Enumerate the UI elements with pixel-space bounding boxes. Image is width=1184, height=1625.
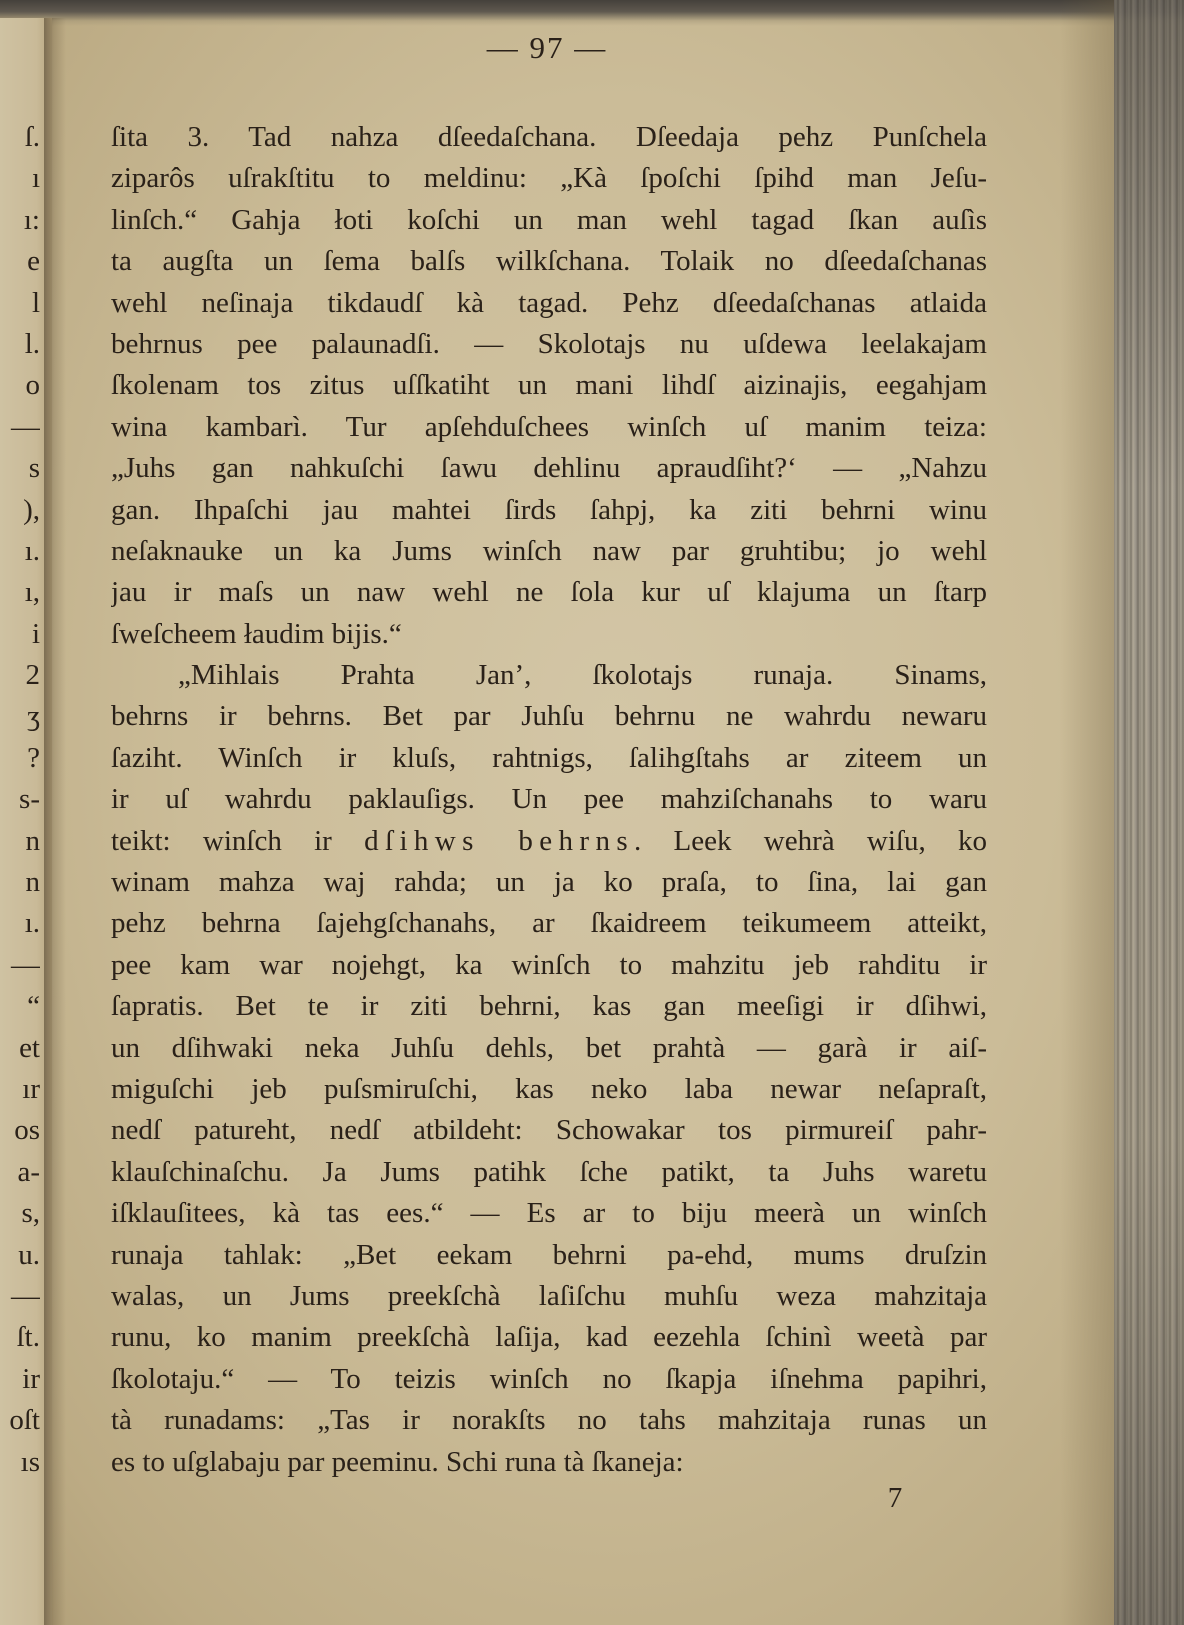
previous-page-fragment: oſt bbox=[9, 1404, 40, 1437]
text-line: runaja tahlak: „Bet eekam behrni pa-ehd, mums druſzin bbox=[111, 1238, 987, 1271]
line-text-after: . Leek wehrà wiſu, ko bbox=[634, 824, 987, 857]
text-line: ſweſcheem łaudim bijis.“ bbox=[111, 617, 402, 650]
previous-page-fragment: ʒ bbox=[27, 700, 40, 733]
text-line: miguſchi jeb puſsmiruſchi, kas neko laba newar neſapraſt, bbox=[111, 1072, 987, 1105]
previous-page-fragment: e bbox=[27, 245, 40, 278]
previous-page-fragment: — bbox=[11, 1279, 40, 1312]
text-line: behrnus pee palaunadſi. — Skolotajs nu uſdewa leelakajam bbox=[111, 327, 987, 360]
previous-page-fragment: ı. bbox=[24, 907, 40, 940]
text-line: wina kambarì. Tur apſehduſchees winſch uſ manim teiza: bbox=[111, 410, 987, 443]
previous-page-fragment: s- bbox=[19, 783, 40, 816]
gutter-crease bbox=[44, 18, 66, 1625]
text-line: neſaknauke un ka Jums winſch naw par gruhtibu; jo wehl bbox=[111, 534, 987, 567]
previous-page-fragment: “ bbox=[27, 990, 40, 1023]
previous-page-fragment: u. bbox=[18, 1238, 40, 1271]
previous-page-fragment: et bbox=[19, 1031, 40, 1064]
text-line: linſch.“ Gahja łoti koſchi un man wehl tagad ſkan auſìs bbox=[111, 203, 987, 236]
text-line: tà runadams: „Tas ir norakſts no tahs mahzitaja runas un bbox=[111, 1404, 987, 1437]
previous-page-fragment: ı: bbox=[23, 203, 40, 236]
text-line: „Mihlais Prahta Jan’, ſkolotajs runaja. Sinams, bbox=[178, 659, 987, 692]
text-line: ir uſ wahrdu paklauſigs. Un pee mahziſchanahs to waru bbox=[111, 783, 987, 816]
previous-page-fragment: i bbox=[31, 617, 40, 650]
text-line: ta augſta un ſema balſs wilkſchana. Tolaik no dſeedaſchanas bbox=[111, 245, 987, 278]
previous-page-fragment: ı, bbox=[24, 576, 40, 609]
text-line: jau ir maſs un naw wehl ne ſola kur uſ klajuma un ſtarp bbox=[111, 576, 987, 609]
previous-page-fragment: ı bbox=[31, 162, 40, 195]
previous-page-fragment: — bbox=[11, 410, 40, 443]
text-line: klauſchinaſchu. Ja Jums patihk ſche patikt, ta Juhs waretu bbox=[111, 1155, 987, 1188]
page-edge-shadow bbox=[1060, 0, 1116, 1625]
previous-page-fragment: ıs bbox=[20, 1445, 40, 1478]
previous-page-fragment: s bbox=[28, 452, 40, 485]
text-line: ziparôs uſrakſtitu to meldinu: „Kà ſpoſchi ſpihd man Jeſu- bbox=[111, 162, 987, 195]
previous-page-fragment: l. bbox=[24, 327, 40, 360]
text-line: walas, un Jums preekſchà laſiſchu muhſu weza mahzitaja bbox=[111, 1279, 987, 1312]
previous-page-fragment: ir bbox=[22, 1362, 40, 1395]
page-footer-signature: 7 bbox=[887, 1482, 903, 1514]
page-stack-edges bbox=[1114, 0, 1184, 1625]
text-line: runu, ko manim preekſchà laſija, kad eezehla ſchinì weetà par bbox=[111, 1321, 987, 1354]
text-line: ſapratis. Bet te ir ziti behrni, kas gan meeſigi ir dſihwi, bbox=[111, 990, 987, 1023]
book-top-edge bbox=[0, 0, 1184, 26]
text-line: behrns ir behrns. Bet par Juhſu behrnu ne wahrdu newaru bbox=[111, 700, 987, 733]
previous-page-fragment: s, bbox=[21, 1197, 40, 1230]
previous-page-fragment: ? bbox=[27, 741, 40, 774]
text-line: ſkolenam tos zitus uſſkatiht un mani lihdſ aizinajis, eegahjam bbox=[111, 369, 987, 402]
text-line: iſklauſitees, kà tas ees.“ — Es ar to biju meerà un winſch bbox=[111, 1197, 987, 1230]
previous-page-fragment: ſ. bbox=[24, 121, 40, 153]
previous-page-fragment: l bbox=[31, 286, 40, 319]
line-text-before: teikt: winſch ir bbox=[111, 824, 332, 857]
previous-page-fragment: ſt. bbox=[16, 1321, 40, 1354]
previous-page-fragment: ı. bbox=[24, 534, 40, 567]
previous-page-fragment: n bbox=[25, 824, 40, 857]
text-line: pee kam war nojehgt, ka winſch to mahzitu jeb rahditu ir bbox=[111, 948, 987, 981]
text-line: un dſihwaki neka Juhſu dehls, bet prahtà — garà ir aiſ- bbox=[111, 1031, 987, 1064]
text-line: „Juhs gan nahkuſchi ſawu dehlinu apraudſiht?‘ — „Nahzu bbox=[111, 452, 987, 485]
previous-page-fragment: o bbox=[25, 369, 40, 402]
previous-page-fragment: — bbox=[11, 948, 40, 981]
text-line: nedſ patureht, nedſ atbildeht: Schowakar tos pirmureiſ pahr- bbox=[111, 1114, 987, 1147]
text-line: wehl neſinaja tikdaudſ kà tagad. Pehz dſeedaſchanas atlaida bbox=[111, 286, 987, 319]
previous-page-fragment: a- bbox=[17, 1155, 40, 1188]
letter-spaced-emphasis: dſihws behrns bbox=[364, 824, 635, 857]
previous-page-fragment: ır bbox=[22, 1072, 40, 1105]
previous-page-fragments bbox=[0, 117, 40, 1483]
text-line: ſita 3. Tad nahza dſeedaſchana. Dſeedaja pehz Punſchela bbox=[111, 121, 987, 153]
text-line: winam mahza waj rahda; un ja ko praſa, to ſina, lai gan bbox=[111, 866, 987, 899]
text-line: pehz behrna ſajehgſchanahs, ar ſkaidreem teikumeem atteikt, bbox=[111, 907, 987, 940]
page-header-number: — 97 — bbox=[486, 30, 608, 65]
body-text bbox=[111, 117, 987, 1483]
previous-page-fragment: 2 bbox=[25, 659, 40, 692]
text-line-emphasized bbox=[111, 821, 987, 862]
previous-page-fragment: ), bbox=[23, 493, 40, 526]
previous-page-fragment: n bbox=[25, 866, 40, 899]
text-line: es to uſglabaju par peeminu. Schi runa tà ſkaneja: bbox=[111, 1445, 684, 1478]
text-line: ſaziht. Winſch ir kluſs, rahtnigs, ſalihgſtahs ar ziteem un bbox=[111, 741, 987, 774]
previous-page-fragment: os bbox=[14, 1114, 40, 1147]
text-line: gan. Ihpaſchi jau mahtei ſirds ſahpj, ka ziti behrni winu bbox=[111, 493, 987, 526]
text-line: ſkolotaju.“ — To teizis winſch no ſkapja iſnehma papihri, bbox=[111, 1362, 987, 1395]
